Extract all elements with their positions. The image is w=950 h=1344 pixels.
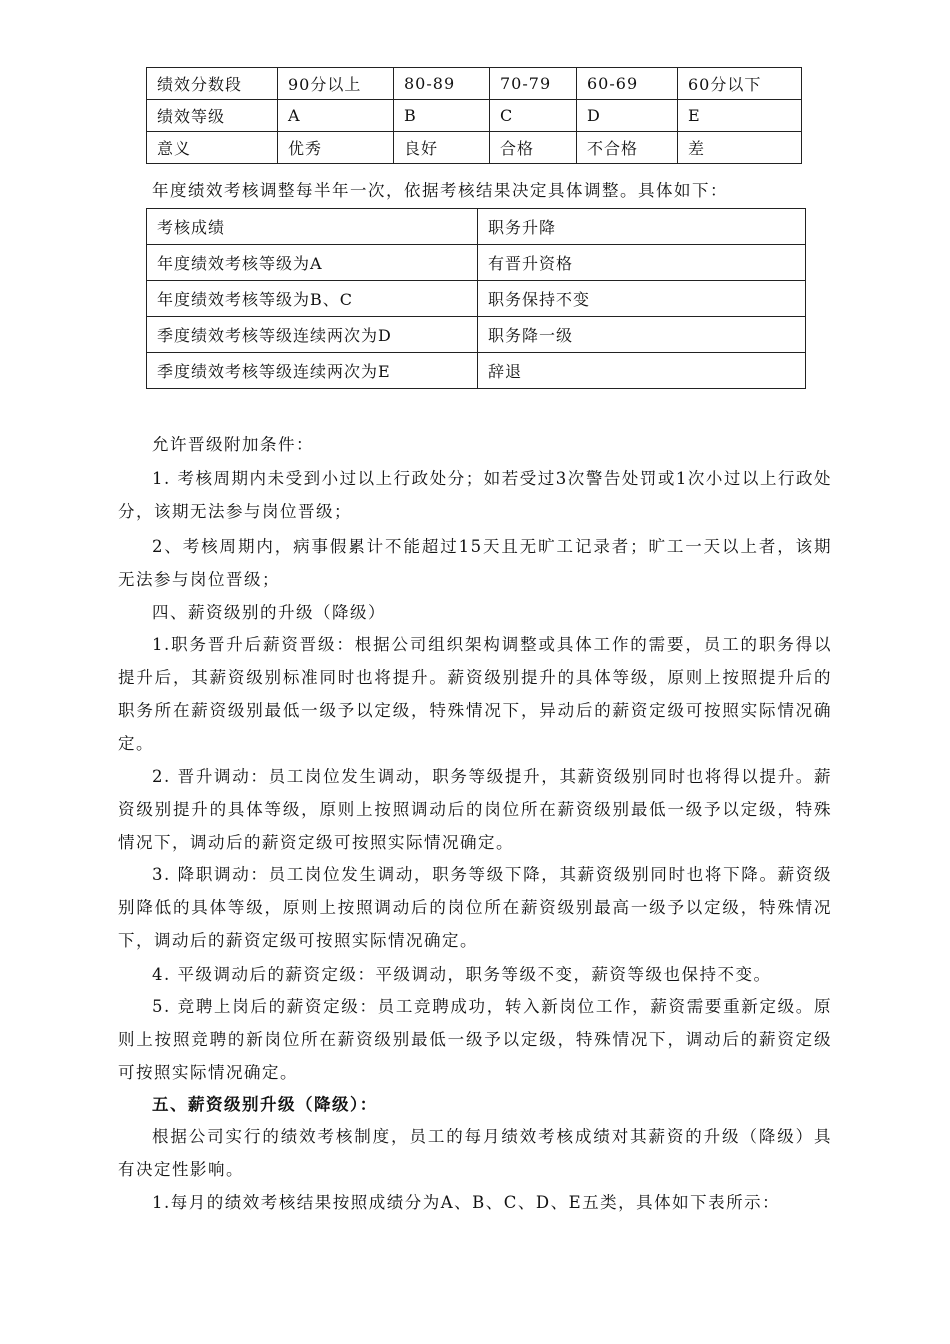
table-cell: 优秀 xyxy=(278,132,394,164)
section-4-item-2: 2. 晋升调动：员工岗位发生调动，职务等级提升，其薪资级别同时也将得以提升。薪资级别提升的具体等级，原则上按照调动后的岗位所在薪资级别最低一级予以定级，特殊情况下，调动后的薪资定级可按照实际情况确定。 xyxy=(118,767,832,852)
table-cell: C xyxy=(490,100,577,132)
section-5-heading: 五、薪资级别升级（降级）： xyxy=(152,1095,378,1114)
table-cell: 有晋升资格 xyxy=(478,245,806,281)
table-row xyxy=(147,353,806,389)
table-cell: 不合格 xyxy=(577,132,678,164)
table-cell: 季度绩效考核等级连续两次为D xyxy=(147,317,478,353)
grade-table xyxy=(146,67,802,164)
table-header-cell: 考核成绩 xyxy=(147,209,478,245)
section-4-item-4: 4. 平级调动后的薪资定级：平级调动，职务等级不变，薪资等级也保持不变。 xyxy=(152,965,772,984)
table-cell: B xyxy=(394,100,490,132)
table-cell: 职务降一级 xyxy=(478,317,806,353)
table-row xyxy=(147,209,806,245)
table-cell: E xyxy=(678,100,802,132)
table-cell: 绩效等级 xyxy=(147,100,278,132)
section-4-item-3: 3. 降职调动：员工岗位发生调动，职务等级下降，其薪资级别同时也将下降。薪资级别降低的具体等级，原则上按照调动后的岗位所在薪资级别最高一级予以定级，特殊情况下，调动后的薪资定级可按照实际情况确定。 xyxy=(118,865,832,950)
conditions-title: 允许晋级附加条件： xyxy=(152,435,314,454)
table-row xyxy=(147,317,806,353)
adjust-table xyxy=(146,208,806,389)
adjust-intro: 年度绩效考核调整每半年一次，依据考核结果决定具体调整。具体如下： xyxy=(152,181,728,200)
table-cell: 60分以下 xyxy=(678,68,802,100)
table-cell: 年度绩效考核等级为A xyxy=(147,245,478,281)
section-4-item-5: 5. 竞聘上岗后的薪资定级：员工竞聘成功，转入新岗位工作，薪资需要重新定级。原则上按照竞聘的新岗位所在薪资级别最低一级予以定级，特殊情况下，调动后的薪资定级可按照实际情况确定。 xyxy=(118,997,832,1082)
table-cell: 90分以上 xyxy=(278,68,394,100)
table-cell: A xyxy=(278,100,394,132)
section-5-intro: 根据公司实行的绩效考核制度，员工的每月绩效考核成绩对其薪资的升级（降级）具有决定性影响。 xyxy=(118,1127,832,1179)
table-row xyxy=(147,100,802,132)
table-cell: 良好 xyxy=(394,132,490,164)
table-cell: 季度绩效考核等级连续两次为E xyxy=(147,353,478,389)
section-4-heading: 四、薪资级别的升级（降级） xyxy=(152,603,386,622)
section-5-item-1: 1.每月的绩效考核结果按照成绩分为A、B、C、D、E五类，具体如下表所示： xyxy=(152,1193,781,1212)
table-row xyxy=(147,281,806,317)
table-cell: 差 xyxy=(678,132,802,164)
table-row xyxy=(147,68,802,100)
table-cell: D xyxy=(577,100,678,132)
table-cell: 意义 xyxy=(147,132,278,164)
table-cell: 年度绩效考核等级为B、C xyxy=(147,281,478,317)
table-cell: 职务保持不变 xyxy=(478,281,806,317)
condition-2: 2、考核周期内，病事假累计不能超过15天且无旷工记录者；旷工一天以上者，该期无法参与岗位晋级； xyxy=(118,537,832,589)
section-4-item-1: 1.职务晋升后薪资晋级：根据公司组织架构调整或具体工作的需要，员工的职务得以提升后，其薪资级别标准同时也将提升。薪资级别提升的具体等级，原则上按照提升后的职务所在薪资级别最低一级予以定级，特殊情况下，异动后的薪资定级可按照实际情况确定。 xyxy=(118,635,832,753)
table-cell: 80-89 xyxy=(394,68,490,100)
table-cell: 辞退 xyxy=(478,353,806,389)
table-cell: 绩效分数段 xyxy=(147,68,278,100)
table-row xyxy=(147,245,806,281)
table-cell: 合格 xyxy=(490,132,577,164)
table-cell: 60-69 xyxy=(577,68,678,100)
table-cell: 70-79 xyxy=(490,68,577,100)
table-header-cell: 职务升降 xyxy=(478,209,806,245)
table-row xyxy=(147,132,802,164)
condition-1: 1. 考核周期内未受到小过以上行政处分；如若受过3次警告处罚或1次小过以上行政处分，该期无法参与岗位晋级； xyxy=(118,469,832,521)
